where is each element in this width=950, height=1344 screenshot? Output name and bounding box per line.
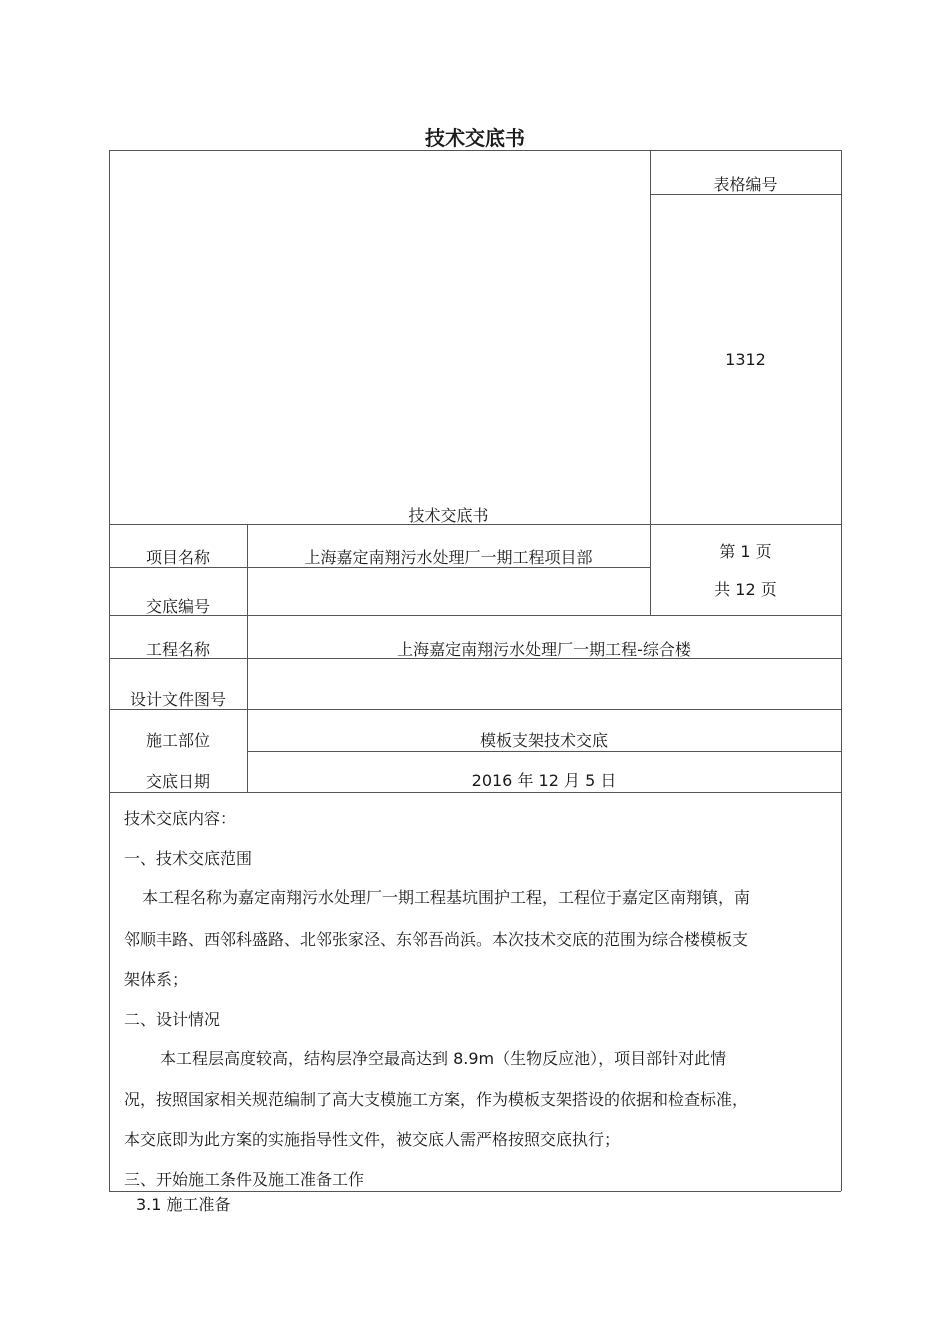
row-divider-7: [109, 792, 841, 793]
design-doc-label: 设计文件图号: [129, 690, 226, 709]
table-border-right: [841, 150, 842, 1191]
project-name-label: 项目名称: [145, 548, 210, 567]
section3-title: 三、开始施工条件及施工准备工作: [124, 1170, 365, 1189]
page-total: 共 12 页: [714, 580, 777, 599]
section2-line-3: 本交底即为此方案的实施指导性文件，被交底人需严格按照交底执行；: [124, 1130, 621, 1149]
construction-part-label: 施工部位: [145, 731, 210, 750]
page-current: 第 1 页: [719, 542, 772, 561]
engineering-name-value: 上海嘉定南翔污水处理厂一期工程-综合楼: [397, 640, 691, 659]
subsection-3-1: 3.1 施工准备: [136, 1195, 231, 1214]
doc-title-inner: 技术交底书: [408, 506, 489, 525]
form-number-label: 表格编号: [713, 175, 778, 194]
table-border-top: [109, 150, 841, 151]
section1-line-2: 邻顺丰路、西邻科盛路、北邻张家泾、东邻吾尚浜。本次技术交底的范围为综合楼模板支: [124, 930, 749, 949]
section2-line-1: 本工程层高度较高，结构层净空最高达到 8.9m（生物反应池），项目部针对此情: [160, 1049, 727, 1068]
form-number-value: 1312: [725, 350, 766, 369]
section2-title: 二、设计情况: [124, 1010, 221, 1029]
table-border-left: [109, 150, 110, 1191]
disclosure-date-value: 2016 年 12 月 5 日: [471, 771, 617, 790]
section1-line-1: 本工程名称为嘉定南翔污水处理厂一期工程基坑围护工程，工程位于嘉定区南翔镇，南: [142, 888, 751, 907]
disclosure-no-label: 交底编号: [145, 597, 210, 616]
table-border-bottom: [109, 1191, 841, 1192]
disclosure-date-label: 交底日期: [145, 772, 210, 791]
section2-line-2: 况，按照国家相关规范编制了高大支模施工方案，作为模板支架搭设的依据和检查标准，: [124, 1090, 749, 1109]
section1-line-3: 架体系；: [124, 970, 189, 989]
page-title: 技术交底书: [425, 126, 525, 150]
project-name-value: 上海嘉定南翔污水处理厂一期工程项目部: [304, 548, 593, 567]
content-heading: 技术交底内容：: [124, 809, 237, 828]
section1-title: 一、技术交底范围: [124, 849, 253, 868]
engineering-name-label: 工程名称: [145, 640, 210, 659]
construction-part-value: 模板支架技术交底: [479, 731, 608, 750]
row-divider-6: [247, 751, 841, 752]
